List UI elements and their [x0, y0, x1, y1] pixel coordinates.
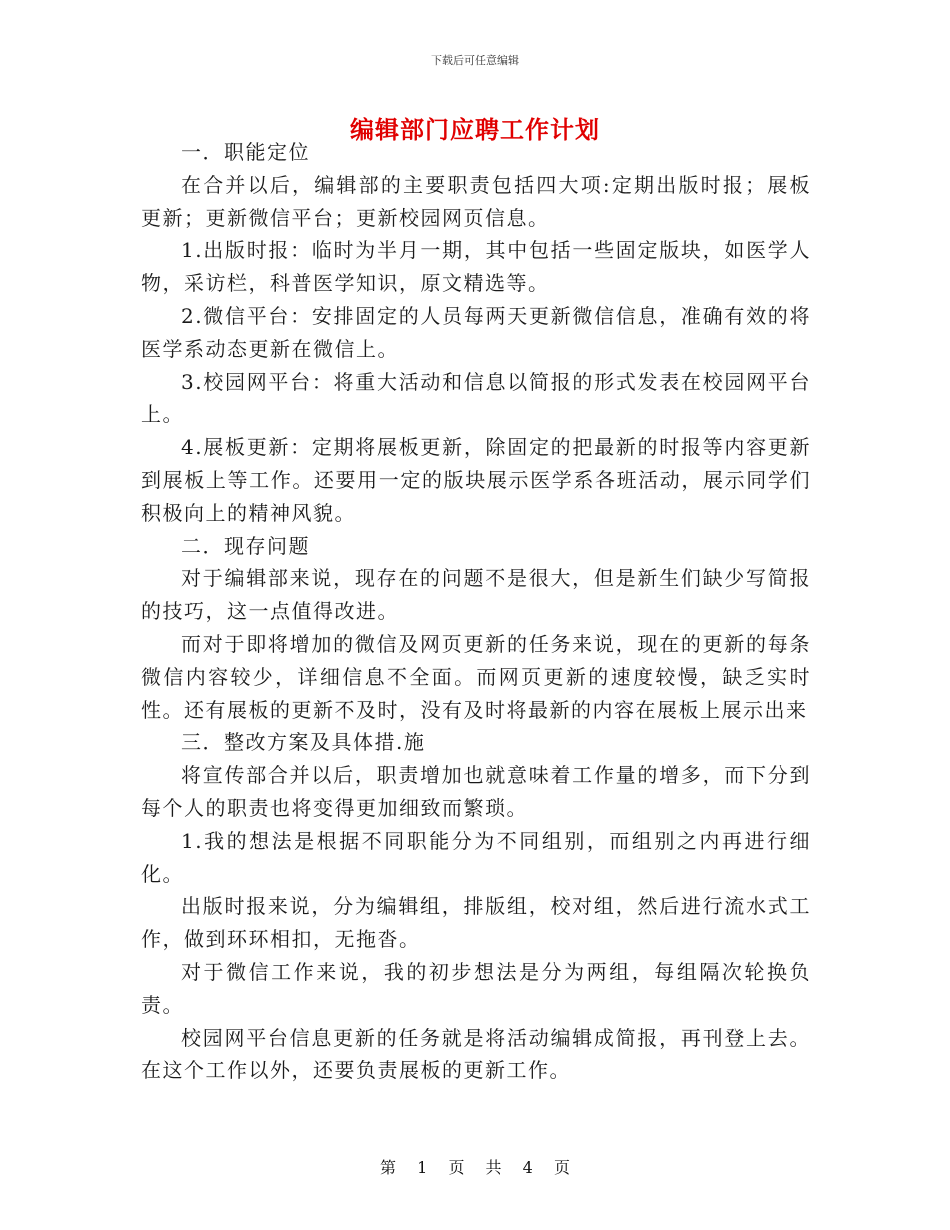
footer-page-number: 1 — [417, 1158, 428, 1177]
paragraph: 将宣传部合并以后，职责增加也就意味着工作量的增多，而下分到每个人的职责也将变得更加细致而繁琐。 — [141, 763, 811, 820]
section-heading-1: 一．职能定位 — [181, 140, 310, 164]
page-footer — [0, 1155, 950, 1178]
paragraph: 4.展板更新：定期将展板更新，除固定的把最新的时报等内容更新到展板上等工作。还要用一定的版块展示医学系各班活动，展示同学们积极向上的精神风貌。 — [141, 435, 811, 525]
document-body — [141, 136, 811, 1087]
footer-page-unit: 页 — [448, 1158, 465, 1177]
section-heading-2: 二．现存问题 — [181, 533, 310, 558]
document-title: 编辑部门应聘工作计划 — [350, 115, 600, 144]
paragraph: 3.校园网平台：将重大活动和信息以简报的形式发表在校园网平台上。 — [141, 369, 811, 427]
paragraph: 对于编辑部来说，现存在的问题不是很大，但是新生们缺少写简报的技巧，这一点值得改进。 — [141, 566, 811, 624]
paragraph: 校园网平台信息更新的任务就是将活动编辑成简报，再刊登上去。在这个工作以外，还要负责展板的更新工作。 — [141, 1025, 811, 1083]
footer-total-pages: 4 — [522, 1158, 533, 1177]
footer-page-prefix: 第 — [380, 1158, 397, 1177]
footer-total-unit: 页 — [553, 1158, 570, 1177]
header-note: 下载后可任意编辑 — [431, 54, 519, 67]
paragraph: 1.我的想法是根据不同职能分为不同组别，而组别之内再进行细化。 — [141, 828, 811, 886]
section-heading-3: 三．整改方案及具体措.施 — [181, 730, 426, 755]
paragraph: 而对于即将增加的微信及网页更新的任务来说，现在的更新的每条微信内容较少，详细信息不全面。而网页更新的速度较慢，缺乏实时性。还有展板的更新不及时，没有及时将最新的内容在展板上展示出来 — [141, 631, 811, 722]
paragraph: 2.微信平台：安排固定的人员每两天更新微信信息，准确有效的将医学系动态更新在微信上。 — [141, 303, 811, 361]
paragraph: 1.出版时报：临时为半月一期，其中包括一些固定版块，如医学人物，采访栏，科普医学知识，原文精选等。 — [141, 238, 811, 296]
paragraph: 在合并以后，编辑部的主要职责包括四大项:定期出版时报；展板更新；更新微信平台；更新校园网页信息。 — [141, 172, 811, 230]
footer-total-prefix: 共 — [485, 1158, 502, 1177]
paragraph: 对于微信工作来说，我的初步想法是分为两组，每组隔次轮换负责。 — [141, 959, 811, 1017]
paragraph: 出版时报来说，分为编辑组，排版组，校对组，然后进行流水式工作，做到环环相扣，无拖沓。 — [141, 894, 811, 952]
